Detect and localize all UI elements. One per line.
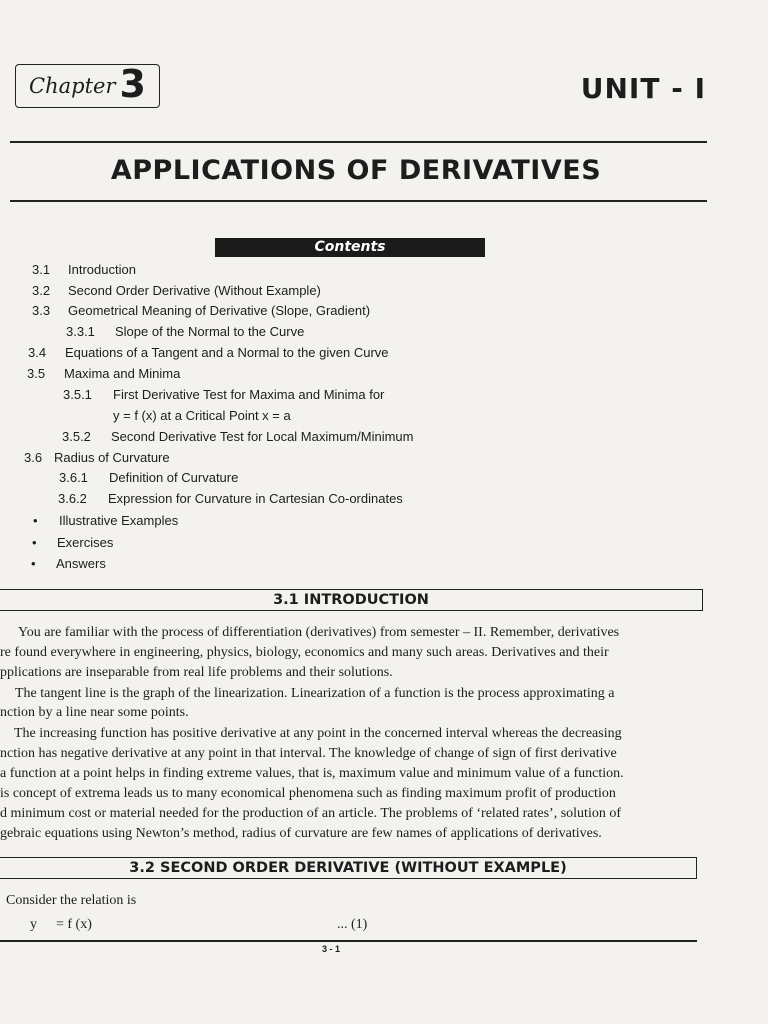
text-line: nction by a line near some points. <box>0 705 189 720</box>
toc-item-label: Second Derivative Test for Local Maximum/Minimum <box>111 429 414 444</box>
bullet-icon: • <box>31 556 36 571</box>
toc-item-number: 3.6.2 <box>58 491 87 506</box>
text-line: gebraic equations using Newton’s method, radius of curvature are few names of applications of derivatives. <box>0 826 602 841</box>
section-heading-introduction: 3.1 INTRODUCTION <box>0 589 703 611</box>
text-line: is concept of extrema leads us to many economical phenomena such as finding maximum profit of production <box>0 786 616 801</box>
toc-item-label: Second Order Derivative (Without Example) <box>68 283 321 298</box>
chapter-title: APPLICATIONS OF DERIVATIVES <box>110 155 602 186</box>
text-line: The increasing function has positive derivative at any point in the concerned interval whereas the decreasing <box>14 726 622 741</box>
toc-item-label: Maxima and Minima <box>64 366 181 381</box>
text-line: pplications are inseparable from real life problems and their solutions. <box>0 665 393 680</box>
bullet-icon: • <box>32 535 37 550</box>
unit-label: UNIT - I <box>580 72 706 105</box>
chapter-word: Chapter <box>29 74 116 98</box>
text-line: a function at a point helps in finding extreme values, that is, maximum value and minimum value of a function. <box>0 766 624 781</box>
toc-item-number: 3.6 <box>24 450 43 465</box>
bullet-icon: • <box>33 513 38 528</box>
toc-item-number: 3.5.1 <box>63 387 92 402</box>
toc-item-label: Introduction <box>68 262 136 277</box>
toc-item-label: Slope of the Normal to the Curve <box>115 324 305 339</box>
chapter-number: 3 <box>119 62 146 106</box>
toc-item-number: 3.4 <box>28 345 47 360</box>
contents-heading: Contents <box>215 238 485 257</box>
toc-item-label: Definition of Curvature <box>109 470 239 485</box>
text-line: re found everywhere in engineering, physics, biology, economics and many such areas. Derivatives and their <box>0 645 609 660</box>
section-heading-second-order-derivative: 3.2 SECOND ORDER DERIVATIVE (WITHOUT EXAMPLE) <box>0 857 697 879</box>
text-line: You are familiar with the process of differentiation (derivatives) from semester – II. Remember, derivatives <box>18 625 620 640</box>
text-line: The tangent line is the graph of the linearization. Linearization of a function is the process approximating a <box>15 686 615 701</box>
toc-item-label: Radius of Curvature <box>54 450 170 465</box>
toc-item-number: 3.3 <box>32 303 51 318</box>
toc-item-label: Answers <box>56 556 106 571</box>
page-number: 3 - 1 <box>322 944 341 954</box>
consider-text: Consider the relation is <box>6 893 137 908</box>
toc-item-label: y = f (x) at a Critical Point x = a <box>113 408 291 423</box>
toc-item-label: Illustrative Examples <box>59 513 179 528</box>
toc-item-number: 3.2 <box>32 283 51 298</box>
toc-item-label: Equations of a Tangent and a Normal to the given Curve <box>65 345 389 360</box>
equation-number: ... (1) <box>337 917 368 932</box>
toc-item-number: 3.6.1 <box>59 470 88 485</box>
toc-item-label: Geometrical Meaning of Derivative (Slope, Gradient) <box>68 303 371 318</box>
text-line: nction has negative derivative at any point in that interval. The knowledge of change of sign of first derivative <box>0 746 617 761</box>
toc-item-number: 3.1 <box>32 262 51 277</box>
toc-item-number: 3.5 <box>27 366 46 381</box>
toc-item-number: 3.5.2 <box>62 429 91 444</box>
toc-item-label: Exercises <box>57 535 114 550</box>
text-line: d minimum cost or material needed for the production of an article. The problems of ‘related rates’, solution of <box>0 806 621 821</box>
equation-rhs: = f (x) <box>56 917 92 932</box>
toc-item-label: Expression for Curvature in Cartesian Co-ordinates <box>108 491 403 506</box>
toc-item-label: First Derivative Test for Maxima and Minima for <box>113 387 385 402</box>
toc-item-number: 3.3.1 <box>66 324 95 339</box>
equation-lhs: y <box>30 917 37 932</box>
footer-rule <box>0 940 697 942</box>
